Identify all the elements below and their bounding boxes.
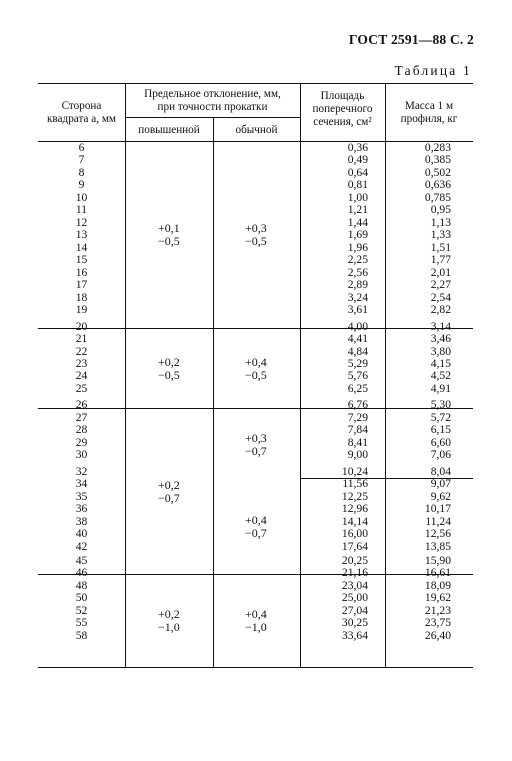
mass-value: 2,82 [430,303,451,317]
area-value: 5,29 [347,356,368,370]
deviation-ordinary: +0,3 −0,5 [245,221,267,248]
area-value: 0,81 [347,178,368,192]
mass-value: 23,75 [424,616,451,630]
mass-value: 0,385 [424,153,451,167]
side-value: 7 [78,153,85,167]
document-code: ГОСТ 2591—88 С. 2 [348,32,474,47]
header-area: Площадь поперечного сечения, см² [312,90,373,128]
side-value: 9 [78,178,85,192]
mass-value: 16,61 [424,566,451,580]
side-value: 24 [75,369,88,383]
area-value: 1,69 [347,228,368,242]
deviation-ordinary: +0,4 −0,5 [245,355,267,382]
area-value: 25,00 [341,591,368,605]
area-value: 27,04 [341,603,368,617]
deviation-increased: +0,2 −1,0 [158,607,180,634]
mass-value: 1,13 [430,215,451,229]
area-value: 1,96 [347,240,368,254]
area-column [300,142,368,642]
area-value: 17,64 [341,539,368,553]
side-value: 36 [75,502,88,516]
area-value: 0,64 [347,165,368,179]
area-value: 0,49 [347,153,368,167]
area-value: 1,00 [347,190,368,204]
side-value: 11 [75,203,88,217]
side-value: 46 [75,566,88,580]
area-value: 7,29 [347,410,368,424]
mass-value: 19,62 [424,591,451,605]
side-value: 30 [75,448,88,462]
mass-value: 1,77 [430,253,451,267]
mass-value: 12,56 [424,527,451,541]
side-value: 26 [75,398,88,412]
mass-value: 5,30 [430,398,451,412]
mass-value: 4,15 [430,356,451,370]
side-value: 16 [75,265,88,279]
side-value: 42 [75,539,88,553]
mass-value: 4,91 [430,381,451,395]
side-value: 40 [75,527,88,541]
mass-value: 10,17 [424,502,451,516]
mass-value: 1,33 [430,228,451,242]
side-value: 15 [75,253,88,267]
area-value: 8,41 [347,435,368,449]
mass-value: 8,04 [430,464,451,478]
mass-value: 3,14 [430,319,451,333]
area-value: 5,76 [347,369,368,383]
area-value: 20,25 [341,554,368,567]
column-rule [125,83,126,667]
area-value: 2,25 [347,253,368,267]
side-column [38,142,125,642]
header-side: Сторона квадрата a, мм [46,100,116,125]
side-value: 55 [75,616,88,630]
header-deviation: Предельное отклонение, мм, при точности прокатки [144,88,281,113]
area-value: 30,25 [341,616,368,630]
mass-value: 21,23 [424,603,451,617]
area-value: 7,84 [347,423,368,437]
mass-value: 13,85 [424,539,451,553]
area-value: 2,89 [347,278,368,292]
area-value: 4,41 [347,332,368,346]
area-value: 4,00 [347,319,368,333]
mass-value: 26,40 [424,628,451,642]
side-value: 21 [75,332,88,346]
side-value: 19 [75,303,88,317]
mass-value: 5,72 [430,410,451,424]
mass-value: 2,27 [430,278,451,292]
side-value: 29 [75,435,88,449]
data-table [38,83,473,667]
area-value: 1,44 [347,215,368,229]
area-value: 1,21 [347,203,368,217]
side-value: 14 [75,240,88,254]
side-value: 28 [75,423,88,437]
side-value: 12 [75,215,88,229]
area-value: 10,24 [341,464,368,478]
deviation-increased: +0,1 −0,5 [158,221,180,248]
side-value: 18 [75,290,88,304]
side-value: 23 [75,356,88,370]
area-value: 4,84 [347,344,368,358]
area-value: 3,24 [347,290,368,304]
area-value: 23,04 [341,578,368,592]
mass-value: 1,51 [430,240,451,254]
mass-value: 0,283 [424,141,451,154]
mass-value: 18,09 [424,578,451,592]
table-bottom-rule [38,667,473,668]
side-value: 27 [75,410,88,424]
column-rule [213,117,214,667]
side-value: 50 [75,591,88,605]
side-value: 13 [75,228,88,242]
mass-value: 0,785 [424,190,451,204]
side-value: 25 [75,381,88,395]
side-value: 32 [75,464,88,478]
side-value: 45 [75,554,88,567]
side-value: 8 [78,165,85,179]
side-value: 52 [75,603,88,617]
mass-value: 3,46 [430,332,451,346]
mass-column [385,142,451,642]
deviation-ordinary: +0,4 −1,0 [245,607,267,634]
mass-value: 0,636 [424,178,451,192]
area-value: 3,61 [347,303,368,317]
side-value: 35 [75,489,88,503]
area-value: 6,76 [347,398,368,412]
area-value: 33,64 [341,628,368,642]
side-value: 20 [75,319,88,333]
mass-value: 11,24 [425,514,451,528]
mass-value: 9,62 [430,489,451,503]
header-ordinary: обычной [235,124,278,136]
side-value: 38 [75,514,88,528]
side-value: 58 [75,628,88,642]
area-value: 9,00 [347,448,368,462]
deviation-increased: +0,2 −0,7 [158,478,180,505]
area-value: 16,00 [341,527,368,541]
deviation-increased: +0,2 −0,5 [158,355,180,382]
mass-value: 15,90 [424,554,451,567]
area-value: 2,56 [347,265,368,279]
mass-value: 2,54 [430,290,451,304]
mass-value: 0,95 [430,203,451,217]
area-value: 6,25 [347,381,368,395]
mass-value: 6,15 [430,423,451,437]
side-value: 48 [75,578,88,592]
mass-value: 9,07 [430,477,451,491]
area-value: 12,25 [341,489,368,503]
header-mass: Масса 1 м профиля, кг [400,100,458,125]
deviation-ordinary: +0,4 −0,7 [245,513,267,540]
side-value: 17 [75,278,88,292]
mass-value: 2,01 [430,265,451,279]
mass-value: 4,52 [430,369,451,383]
area-value: 11,56 [342,477,368,491]
side-value: 34 [75,477,88,491]
area-value: 12,96 [341,502,368,516]
area-value: 14,14 [341,514,368,528]
side-value: 10 [75,190,88,204]
mass-value: 0,502 [424,165,451,179]
mass-value: 6,60 [430,435,451,449]
side-value: 22 [75,344,88,358]
deviation-ordinary: +0,3 −0,7 [245,431,267,458]
table-caption: Таблица 1 [394,63,472,78]
side-value: 6 [78,141,85,154]
mass-value: 7,06 [430,448,451,462]
header-increased: повышенной [138,124,200,136]
area-value: 0,36 [347,141,368,154]
table-top-rule [38,83,473,84]
area-value: 21,16 [341,566,368,580]
mass-value: 3,80 [430,344,451,358]
